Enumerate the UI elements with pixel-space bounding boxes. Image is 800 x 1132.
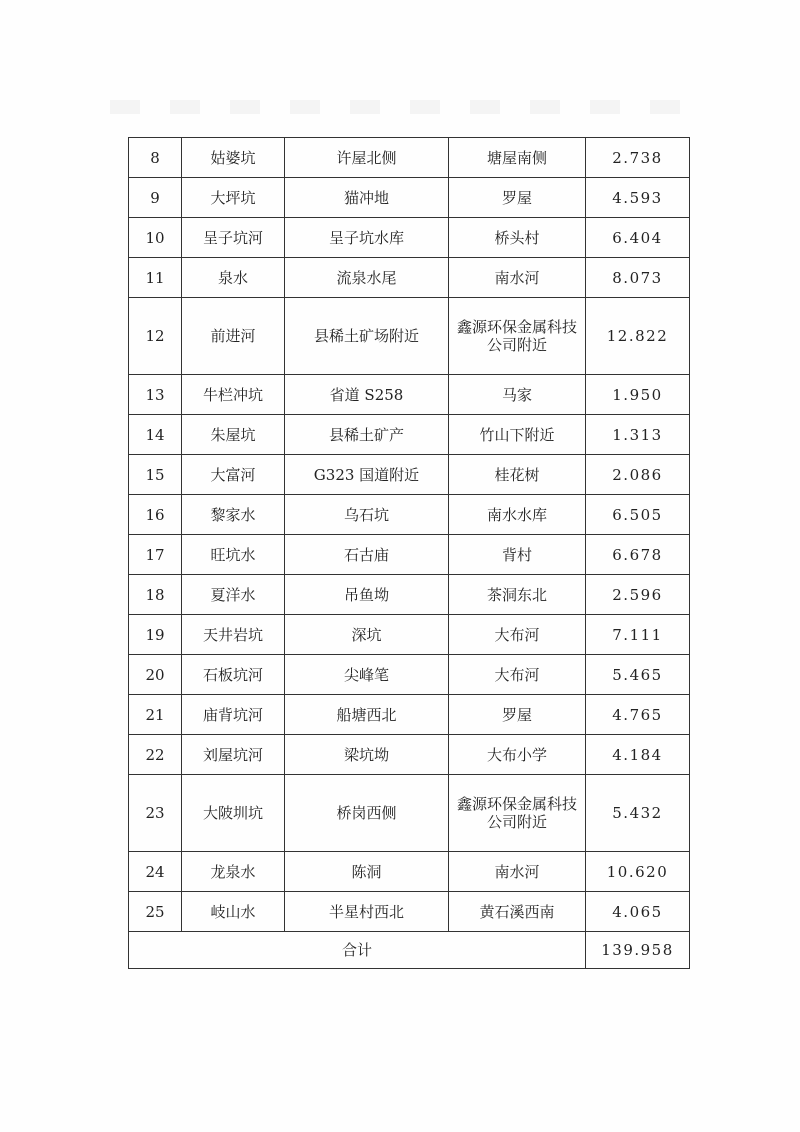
cell-river-name: 石板坑河 bbox=[182, 655, 285, 695]
table-row bbox=[129, 298, 690, 375]
cell-river-name: 庙背坑河 bbox=[182, 695, 285, 735]
cell-end-line-1: 鑫源环保金属科技 bbox=[456, 795, 577, 813]
table-row bbox=[129, 852, 690, 892]
cell-no: 12 bbox=[129, 298, 182, 375]
cell-start: 梁坑坳 bbox=[285, 735, 449, 775]
cell-end: 罗屋 bbox=[449, 178, 586, 218]
cell-length: 5.465 bbox=[586, 655, 690, 695]
cell-river-name: 牛栏冲坑 bbox=[182, 375, 285, 415]
cell-start: 吊鱼坳 bbox=[285, 575, 449, 615]
cell-end: 大布小学 bbox=[449, 735, 586, 775]
cell-start: 县稀土矿场附近 bbox=[285, 298, 449, 375]
cell-start: G323 国道附近 bbox=[285, 455, 449, 495]
cell-start: 半星村西北 bbox=[285, 892, 449, 932]
cell-no: 24 bbox=[129, 852, 182, 892]
cell-length: 8.073 bbox=[586, 258, 690, 298]
cell-no: 23 bbox=[129, 775, 182, 852]
cell-length: 4.065 bbox=[586, 892, 690, 932]
cell-start: 县稀土矿产 bbox=[285, 415, 449, 455]
cell-no: 20 bbox=[129, 655, 182, 695]
cell-end: 南水河 bbox=[449, 852, 586, 892]
table-row bbox=[129, 258, 690, 298]
cell-start: 许屋北侧 bbox=[285, 138, 449, 178]
cell-river-name: 泉水 bbox=[182, 258, 285, 298]
cell-end-line-1: 鑫源环保金属科技 bbox=[456, 318, 577, 336]
cell-length: 6.404 bbox=[586, 218, 690, 258]
cell-length: 4.593 bbox=[586, 178, 690, 218]
cell-end: 罗屋 bbox=[449, 695, 586, 735]
cell-start: 尖峰笔 bbox=[285, 655, 449, 695]
cell-length: 4.184 bbox=[586, 735, 690, 775]
cell-start: 船塘西北 bbox=[285, 695, 449, 735]
cell-river-name: 呈子坑河 bbox=[182, 218, 285, 258]
table-row bbox=[129, 575, 690, 615]
cell-length: 2.086 bbox=[586, 455, 690, 495]
total-value: 139.958 bbox=[586, 932, 690, 969]
cell-river-name: 旺坑水 bbox=[182, 535, 285, 575]
cell-length: 1.950 bbox=[586, 375, 690, 415]
cell-no: 25 bbox=[129, 892, 182, 932]
table-row bbox=[129, 892, 690, 932]
table-row bbox=[129, 655, 690, 695]
cell-river-name: 姑婆坑 bbox=[182, 138, 285, 178]
cell-end bbox=[449, 298, 586, 375]
cell-length: 7.111 bbox=[586, 615, 690, 655]
cell-no: 10 bbox=[129, 218, 182, 258]
cell-end: 大布河 bbox=[449, 615, 586, 655]
cell-length: 1.313 bbox=[586, 415, 690, 455]
cell-no: 15 bbox=[129, 455, 182, 495]
cell-end: 竹山下附近 bbox=[449, 415, 586, 455]
cell-no: 18 bbox=[129, 575, 182, 615]
cell-start: 省道 S258 bbox=[285, 375, 449, 415]
table-row bbox=[129, 495, 690, 535]
cell-river-name: 夏洋水 bbox=[182, 575, 285, 615]
cell-no: 9 bbox=[129, 178, 182, 218]
cell-end-line-2: 公司附近 bbox=[486, 813, 547, 831]
cell-length: 2.596 bbox=[586, 575, 690, 615]
table-row bbox=[129, 735, 690, 775]
cell-end: 桂花树 bbox=[449, 455, 586, 495]
cell-end: 南水水库 bbox=[449, 495, 586, 535]
cell-start: 乌石坑 bbox=[285, 495, 449, 535]
cell-river-name: 刘屋坑河 bbox=[182, 735, 285, 775]
cell-end: 桥头村 bbox=[449, 218, 586, 258]
cell-length: 10.620 bbox=[586, 852, 690, 892]
cell-no: 8 bbox=[129, 138, 182, 178]
cell-river-name: 朱屋坑 bbox=[182, 415, 285, 455]
cell-river-name: 岐山水 bbox=[182, 892, 285, 932]
cell-end: 背村 bbox=[449, 535, 586, 575]
table-row bbox=[129, 415, 690, 455]
cell-river-name: 天井岩坑 bbox=[182, 615, 285, 655]
cell-length: 12.822 bbox=[586, 298, 690, 375]
table-row bbox=[129, 375, 690, 415]
table-row bbox=[129, 138, 690, 178]
cell-start: 深坑 bbox=[285, 615, 449, 655]
cell-length: 2.738 bbox=[586, 138, 690, 178]
cell-start: 陈洞 bbox=[285, 852, 449, 892]
cell-river-name: 大坪坑 bbox=[182, 178, 285, 218]
cell-end: 马家 bbox=[449, 375, 586, 415]
cell-end: 南水河 bbox=[449, 258, 586, 298]
river-length-table bbox=[128, 137, 690, 969]
cell-length: 6.678 bbox=[586, 535, 690, 575]
cell-end: 大布河 bbox=[449, 655, 586, 695]
cell-no: 14 bbox=[129, 415, 182, 455]
cell-start: 呈子坑水库 bbox=[285, 218, 449, 258]
cell-river-name: 黎家水 bbox=[182, 495, 285, 535]
cell-end: 茶洞东北 bbox=[449, 575, 586, 615]
cell-start: 石古庙 bbox=[285, 535, 449, 575]
cell-length: 6.505 bbox=[586, 495, 690, 535]
cell-start: 桥岗西侧 bbox=[285, 775, 449, 852]
table-row bbox=[129, 455, 690, 495]
cell-no: 17 bbox=[129, 535, 182, 575]
cell-no: 16 bbox=[129, 495, 182, 535]
faint-bleedthrough bbox=[110, 100, 690, 114]
table-row bbox=[129, 695, 690, 735]
cell-end: 塘屋南侧 bbox=[449, 138, 586, 178]
cell-river-name: 大富河 bbox=[182, 455, 285, 495]
table-row bbox=[129, 535, 690, 575]
table-row bbox=[129, 178, 690, 218]
cell-end bbox=[449, 775, 586, 852]
cell-river-name: 龙泉水 bbox=[182, 852, 285, 892]
total-row bbox=[129, 932, 690, 969]
cell-end: 黄石溪西南 bbox=[449, 892, 586, 932]
cell-length: 4.765 bbox=[586, 695, 690, 735]
cell-river-name: 大陂圳坑 bbox=[182, 775, 285, 852]
cell-start: 流泉水尾 bbox=[285, 258, 449, 298]
cell-river-name: 前进河 bbox=[182, 298, 285, 375]
total-label: 合计 bbox=[129, 932, 586, 969]
cell-end-line-2: 公司附近 bbox=[486, 336, 547, 354]
cell-no: 13 bbox=[129, 375, 182, 415]
cell-length: 5.432 bbox=[586, 775, 690, 852]
table-row bbox=[129, 775, 690, 852]
table-row bbox=[129, 615, 690, 655]
table-row bbox=[129, 218, 690, 258]
cell-no: 19 bbox=[129, 615, 182, 655]
cell-no: 11 bbox=[129, 258, 182, 298]
cell-no: 22 bbox=[129, 735, 182, 775]
cell-no: 21 bbox=[129, 695, 182, 735]
cell-start: 猫冲地 bbox=[285, 178, 449, 218]
